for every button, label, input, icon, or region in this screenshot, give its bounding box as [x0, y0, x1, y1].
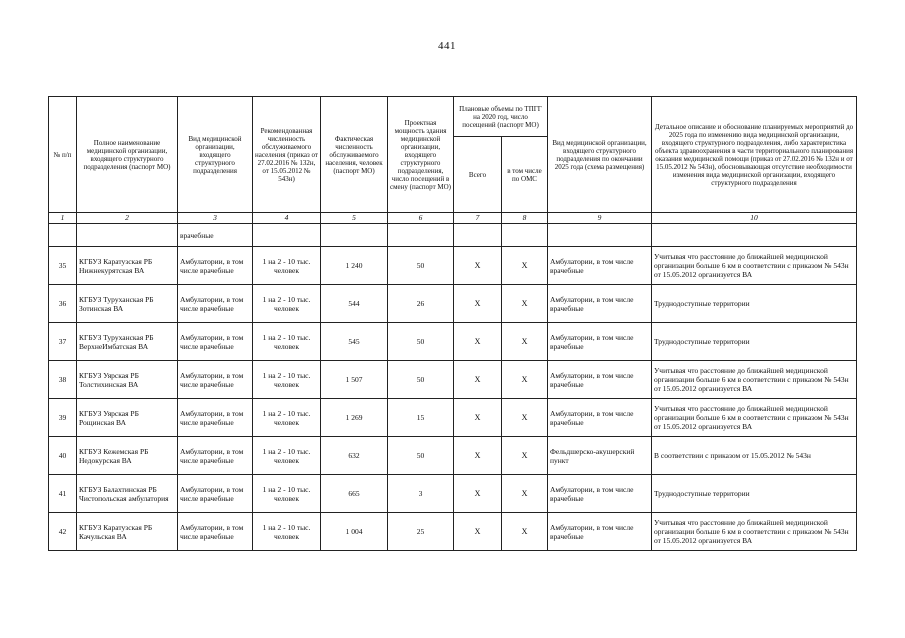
recommended-population: 1 на 2 - 10 тыс. человек — [253, 475, 321, 513]
planned-total: X — [454, 361, 502, 399]
description: Учитывая что расстояние до ближайшей медицинской организации больше 6 км в соответствии с приказом № 543н от 15.05.2012 организуется ВА — [652, 513, 857, 551]
table-row — [49, 399, 857, 437]
header-org-name: Полное наименование медицинской организации, входящего структурного подразделения (паспорт МО) — [77, 97, 178, 213]
org-type: Амбулатории, в том числе врачебные — [178, 513, 253, 551]
org-type: Амбулатории, в том числе врачебные — [178, 361, 253, 399]
description: Труднодоступные территории — [652, 323, 857, 361]
page-number: 441 — [438, 40, 456, 52]
recommended-population: 1 на 2 - 10 тыс. человек — [253, 285, 321, 323]
org-type: Амбулатории, в том числе врачебные — [178, 247, 253, 285]
table-row — [49, 513, 857, 551]
column-number: 5 — [321, 213, 388, 224]
header-total: Всего — [454, 137, 502, 213]
planned-total: X — [454, 475, 502, 513]
column-number: 1 — [49, 213, 77, 224]
planned-total: X — [454, 323, 502, 361]
column-number: 2 — [77, 213, 178, 224]
org-name: КГБУЗ Уярская РБ Рощинская ВА — [77, 399, 178, 437]
column-number: 3 — [178, 213, 253, 224]
actual-population: 1 004 — [321, 513, 388, 551]
actual-population: 632 — [321, 437, 388, 475]
description: Учитывая что расстояние до ближайшей медицинской организации больше 6 км в соответствии с приказом № 543н от 15.05.2012 организуется ВА — [652, 399, 857, 437]
table-row — [49, 361, 857, 399]
planned-oms: X — [502, 247, 548, 285]
continuation-text: врачебные — [178, 224, 253, 247]
capacity: 50 — [388, 323, 454, 361]
row-number: 40 — [49, 437, 77, 475]
planned-oms: X — [502, 513, 548, 551]
header-org-type: Вид медицинской организации, входящего структурного подразделения — [178, 97, 253, 213]
org-type: Амбулатории, в том числе врачебные — [178, 285, 253, 323]
org-name: КГБУЗ Каратузская РБ Качульская ВА — [77, 513, 178, 551]
actual-population: 1 507 — [321, 361, 388, 399]
column-number: 7 — [454, 213, 502, 224]
table-row — [49, 437, 857, 475]
column-number: 6 — [388, 213, 454, 224]
actual-population: 1 269 — [321, 399, 388, 437]
table-row — [49, 247, 857, 285]
type-2025: Амбулатории, в том числе врачебные — [548, 285, 652, 323]
type-2025: Амбулатории, в том числе врачебные — [548, 361, 652, 399]
type-2025: Амбулатории, в том числе врачебные — [548, 323, 652, 361]
actual-population: 665 — [321, 475, 388, 513]
org-type: Амбулатории, в том числе врачебные — [178, 323, 253, 361]
capacity: 50 — [388, 437, 454, 475]
column-number: 9 — [548, 213, 652, 224]
table-row — [49, 285, 857, 323]
column-number-row — [49, 213, 857, 224]
recommended-population: 1 на 2 - 10 тыс. человек — [253, 399, 321, 437]
planned-total: X — [454, 513, 502, 551]
description: Учитывая что расстояние до ближайшей медицинской организации больше 6 км в соответствии с приказом № 543н от 15.05.2012 организуется ВА — [652, 247, 857, 285]
planned-total: X — [454, 399, 502, 437]
row-number: 39 — [49, 399, 77, 437]
column-number: 4 — [253, 213, 321, 224]
org-name: КГБУЗ Туруханская РБ ВерхнеИмбатская ВА — [77, 323, 178, 361]
description: Труднодоступные территории — [652, 285, 857, 323]
recommended-population: 1 на 2 - 10 тыс. человек — [253, 437, 321, 475]
type-2025: Амбулатории, в том числе врачебные — [548, 513, 652, 551]
row-number: 41 — [49, 475, 77, 513]
capacity: 50 — [388, 247, 454, 285]
recommended-population: 1 на 2 - 10 тыс. человек — [253, 513, 321, 551]
header-description: Детальное описание и обоснование планируемых мероприятий до 2025 года по изменению вида медицинской организации, входящего структурного подразделения, либо характеристика объекта здравоохранения в части территориального планирования оказания медицинской помощи (приказ от 27.02.2016 № 132н и от 15.05.2012 № 543н), обосновывающая отсутствие необходимости изменения вида медицинской организации, входящего структурного подразделения — [652, 97, 857, 213]
type-2025: Амбулатории, в том числе врачебные — [548, 247, 652, 285]
org-type: Амбулатории, в том числе врачебные — [178, 475, 253, 513]
type-2025: Амбулатории, в том числе врачебные — [548, 399, 652, 437]
column-number: 8 — [502, 213, 548, 224]
row-number: 38 — [49, 361, 77, 399]
planned-total: X — [454, 285, 502, 323]
type-2025: Фельдшерско-акушерский пункт — [548, 437, 652, 475]
planned-total: X — [454, 247, 502, 285]
recommended-population: 1 на 2 - 10 тыс. человек — [253, 361, 321, 399]
capacity: 50 — [388, 361, 454, 399]
type-2025: Амбулатории, в том числе врачебные — [548, 475, 652, 513]
recommended-population: 1 на 2 - 10 тыс. человек — [253, 323, 321, 361]
capacity: 3 — [388, 475, 454, 513]
facilities-table — [48, 96, 857, 551]
description: Труднодоступные территории — [652, 475, 857, 513]
header-capacity: Проектная мощность здания медицинской организации, входящего структурного подразделения, число посещений в смену (паспорт МО) — [388, 97, 454, 213]
org-type: Амбулатории, в том числе врачебные — [178, 399, 253, 437]
capacity: 26 — [388, 285, 454, 323]
org-name: КГБУЗ Уярская РБ Толстихинская ВА — [77, 361, 178, 399]
planned-oms: X — [502, 323, 548, 361]
header-recommended-population: Рекомендованная численность обслуживаемого населения (приказ от 27.02.2016 № 132н, от 15.05.2012 № 543н) — [253, 97, 321, 213]
table-row — [49, 475, 857, 513]
header-number: № п/п — [49, 97, 77, 213]
recommended-population: 1 на 2 - 10 тыс. человек — [253, 247, 321, 285]
planned-oms: X — [502, 475, 548, 513]
org-name: КГБУЗ Каратузская РБ Нижнекурятская ВА — [77, 247, 178, 285]
org-name: КГБУЗ Туруханская РБ Зотинская ВА — [77, 285, 178, 323]
continuation-row — [49, 224, 857, 247]
planned-oms: X — [502, 361, 548, 399]
actual-population: 544 — [321, 285, 388, 323]
header-actual-population: Фактическая численность обслуживаемого населения, человек (паспорт МО) — [321, 97, 388, 213]
planned-total: X — [454, 437, 502, 475]
description: В соответствии с приказом от 15.05.2012 № 543н — [652, 437, 857, 475]
planned-oms: X — [502, 285, 548, 323]
planned-oms: X — [502, 399, 548, 437]
capacity: 15 — [388, 399, 454, 437]
org-type: Амбулатории, в том числе врачебные — [178, 437, 253, 475]
capacity: 25 — [388, 513, 454, 551]
description: Учитывая что расстояние до ближайшей медицинской организации больше 6 км в соответствии с приказом № 543н от 15.05.2012 организуется ВА — [652, 361, 857, 399]
column-number: 10 — [652, 213, 857, 224]
header-oms: в том числе по ОМС — [502, 137, 548, 213]
row-number: 42 — [49, 513, 77, 551]
table-row — [49, 323, 857, 361]
row-number: 37 — [49, 323, 77, 361]
header-type-2025: Вид медицинской организации, входящего структурного подразделения по окончании 2025 года (схема размещения) — [548, 97, 652, 213]
header-planned-volumes: Плановые объемы по ТПГГ на 2020 год, число посещений (паспорт МО) — [454, 97, 548, 137]
planned-oms: X — [502, 437, 548, 475]
actual-population: 1 240 — [321, 247, 388, 285]
row-number: 36 — [49, 285, 77, 323]
actual-population: 545 — [321, 323, 388, 361]
org-name: КГБУЗ Кежемская РБ Недокурская ВА — [77, 437, 178, 475]
row-number: 35 — [49, 247, 77, 285]
org-name: КГБУЗ Балахтинская РБ Чистопольская амбулатория — [77, 475, 178, 513]
